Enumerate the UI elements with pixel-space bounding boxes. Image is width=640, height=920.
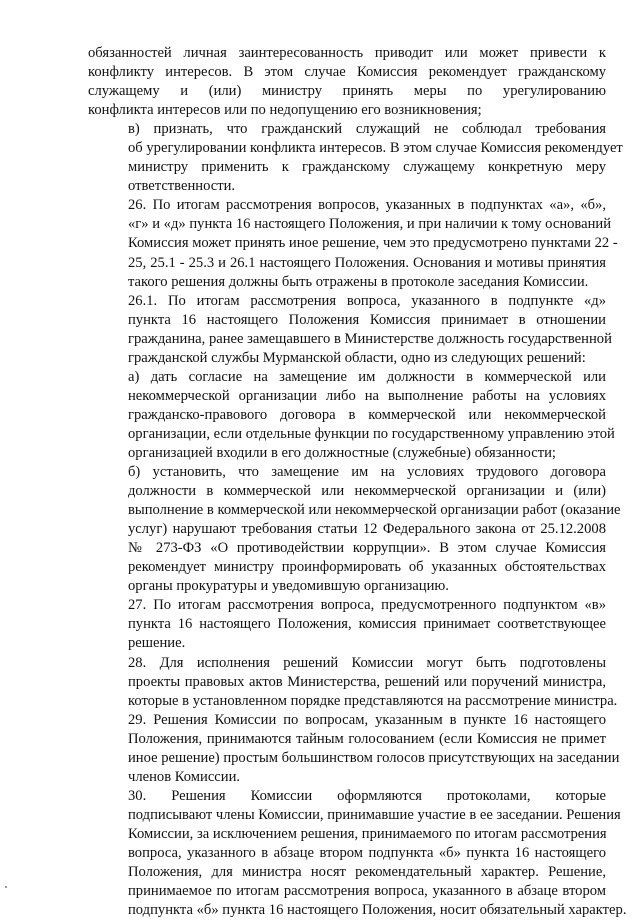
- text-line: служащему и (или) министру принять меры по урегулированию: [88, 83, 606, 100]
- text-line: ответственности.: [128, 178, 236, 195]
- text-line: иное решение) простым большинством голосов присутствующих на заседании: [128, 749, 620, 766]
- paragraph-29: [88, 711, 620, 787]
- document-page: [88, 44, 627, 920]
- text-line: гражданской службы Мурманской области, одно из следующих решений:: [128, 349, 586, 366]
- paragraph-28: [88, 654, 618, 711]
- text-line: 30. Решения Комиссии оформляются протоколами, которые: [128, 787, 606, 804]
- text-line: пункта 16 настоящего Положения Комиссия принимает в отношении: [128, 311, 606, 328]
- text-line: обязанностей личная заинтересованность приводит или может привести к: [88, 45, 606, 61]
- text-line: подпункта «б» пункта 16 настоящего Положения, носит обязательный характер.: [128, 902, 627, 919]
- text-line: гражданина, ранее замещавшего в Министерстве должность государственной: [128, 330, 612, 347]
- text-line: проекты правовых актов Министерства, решений или поручений министра,: [128, 673, 606, 690]
- text-line: 26. По итогам рассмотрения вопросов, указанных в подпунктах «а», «б»,: [128, 197, 606, 214]
- text-line: такого решения должны быть отражены в протоколе заседания Комиссии.: [128, 273, 589, 290]
- paragraph-27: [88, 596, 606, 653]
- text-line: а) дать согласие на замещение им должности в коммерческой или: [128, 368, 606, 385]
- text-line: Положения, принимаются тайным голосованием (если Комиссия не примет: [128, 730, 606, 747]
- text-line: организацией входили в его должностные (служебные) обязанности;: [128, 444, 556, 461]
- paragraph-26-1: [88, 292, 612, 368]
- text-line: № 273-ФЗ «О противодействии коррупции». В этом случае Комиссия: [128, 540, 606, 557]
- text-line: об урегулировании конфликта интересов. В этом случае Комиссия рекомендует: [128, 140, 623, 157]
- text-line: пункта 16 настоящего Положения, комиссия принимает соответствующее: [128, 616, 606, 633]
- text-line: Комиссии, за исключением решения, принимаемого по итогам рассмотрения: [128, 825, 607, 842]
- paragraph-continuation: [88, 44, 606, 120]
- scan-mark: [5, 886, 7, 888]
- text-line: принимаемое по итогам рассмотрения вопроса, указанного в абзаце втором: [128, 883, 606, 900]
- text-line: подписывают члены Комиссии, принимавшие участие в ее заседании. Решения: [128, 806, 621, 823]
- paragraph-26: [88, 196, 618, 291]
- text-line: Положения, для министра носят рекомендательный характер. Решение,: [128, 864, 606, 881]
- text-line: организации, если отдельные функции по государственному управлению этой: [128, 425, 615, 442]
- text-line: 28. Для исполнения решений Комиссии могут быть подготовлены: [128, 654, 606, 671]
- text-line: услуг) нарушают требования статьи 12 Федерального закона от 25.12.2008: [128, 521, 606, 538]
- text-line: вопроса, указанного в абзаце втором подпункта «б» пункта 16 настоящего: [128, 844, 606, 861]
- text-line: которые в установленном порядке представляются на рассмотрение министра.: [128, 692, 618, 709]
- paragraph-26-1-b: [88, 463, 621, 596]
- text-line: рекомендует министру проинформировать об указанных обстоятельствах: [128, 559, 606, 576]
- text-line: Комиссия может принять иное решение, чем это предусмотрено пунктами 22 -: [128, 235, 618, 252]
- text-line: органы прокуратуры и уведомившую организацию.: [128, 578, 449, 595]
- text-line: в) признать, что гражданский служащий не соблюдал требования: [128, 121, 606, 138]
- text-line: 27. По итогам рассмотрения вопроса, предусмотренного подпунктом «в»: [128, 597, 606, 614]
- text-line: должности в коммерческой или некоммерческой организации и (или): [128, 483, 606, 500]
- text-line: 25, 25.1 - 25.3 и 26.1 настоящего Положения. Основания и мотивы принятия: [128, 254, 606, 271]
- paragraph-25-v: [88, 120, 623, 196]
- text-line: «г» и «д» пункта 16 настоящего Положения, и при наличии к тому оснований: [128, 216, 612, 233]
- paragraph-26-1-a: [88, 368, 615, 463]
- text-line: некоммерческой организации либо на выполнение работы на условиях: [128, 387, 606, 404]
- text-line: гражданско-правового договора в коммерческой или некоммерческой: [128, 406, 606, 423]
- text-line: 29. Решения Комиссии по вопросам, указанным в пункте 16 настоящего: [128, 711, 606, 728]
- paragraph-30: [88, 787, 627, 920]
- text-line: членов Комиссии.: [128, 768, 241, 785]
- text-line: б) установить, что замещение им на условиях трудового договора: [128, 464, 606, 481]
- text-line: 26.1. По итогам рассмотрения вопроса, указанного в подпункте «д»: [128, 292, 606, 309]
- text-line: решение.: [128, 635, 186, 652]
- text-line: выполнение в коммерческой или некоммерческой организации работ (оказание: [128, 502, 621, 519]
- text-line: министру применить к гражданскому служащему конкретную меру: [128, 159, 606, 176]
- text-line: конфликту интересов. В этом случае Комиссия рекомендует гражданскому: [88, 64, 606, 81]
- text-line: конфликта интересов или по недопущению его возникновения;: [88, 102, 482, 119]
